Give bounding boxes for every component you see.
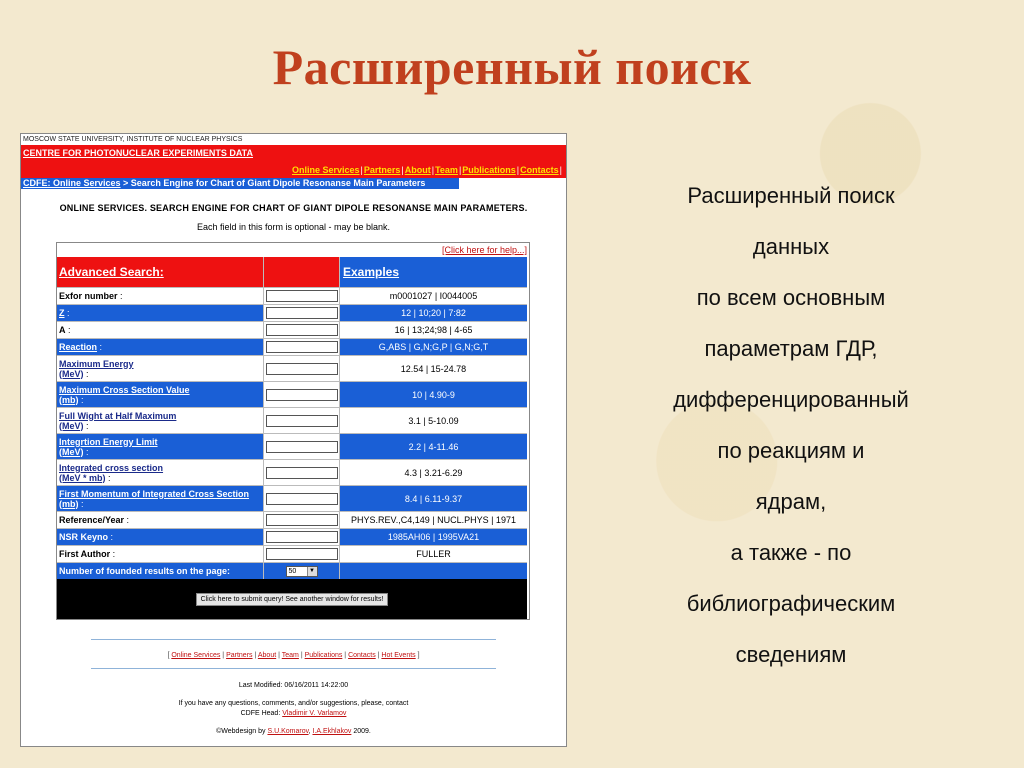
field-input-cell (263, 485, 339, 511)
field-input-cell (263, 511, 339, 528)
field-input-cell (263, 545, 339, 562)
slide-title: Расширенный поиск (272, 39, 752, 95)
field-label-text (59, 549, 115, 559)
results-example-cell (339, 562, 527, 579)
field-label-main: Reaction (59, 342, 98, 352)
field-input-cell (263, 459, 339, 485)
nav-publications[interactable]: Publications (462, 165, 516, 175)
description-line: ядрам, (755, 489, 827, 514)
field-label-main: First Author (59, 549, 111, 559)
field-label-main: Integrtion Energy Limit (59, 436, 158, 447)
field-label-main: Integrated cross section (59, 462, 164, 473)
field-label-text (59, 385, 190, 405)
chevron-down-icon[interactable]: ▼ (307, 567, 317, 576)
field-label[interactable] (57, 407, 263, 433)
designer-ekhlakov-link[interactable]: I.A.Ekhlakov (312, 728, 352, 735)
field-label-main: Reference/Year (59, 515, 125, 525)
field-example: 10 | 4.90-9 (339, 381, 527, 407)
form-grid (57, 257, 529, 619)
description-line: сведениям (735, 642, 847, 667)
field-label-unit: (MeV) (59, 368, 84, 379)
field-label-text (59, 359, 134, 379)
field-label-text (59, 515, 129, 525)
field-input-cell (263, 381, 339, 407)
field-label-suffix: : (83, 368, 89, 379)
results-label-text: Number of founded results on the page (59, 566, 228, 576)
field-example: G,ABS | G,N;G,P | G,N;G,T (339, 338, 527, 355)
field-input[interactable] (266, 363, 338, 375)
field-label (57, 511, 263, 528)
field-label-text (59, 437, 158, 457)
results-per-page-select[interactable] (286, 566, 318, 577)
field-example: 16 | 13;24;98 | 4-65 (339, 321, 527, 338)
description-line: а также - по (730, 540, 852, 565)
description-line: дифференцированный (673, 387, 909, 412)
last-modified: Last Modified: 06/16/2011 14:22:00 (238, 682, 349, 689)
field-label-main: First Momentum of Integrated Cross Section (59, 488, 250, 499)
cdfe-head-line: CDFE Head: Vladimir V. Varlamov (240, 710, 347, 717)
field-label-text (59, 463, 163, 483)
webdesign-prefix: ©Webdesign by (216, 728, 268, 735)
field-label-text (59, 325, 71, 335)
description-line: по реакциям и (717, 438, 865, 463)
description-line: данных (752, 234, 830, 259)
field-example: 12 | 10;20 | 7:82 (339, 304, 527, 321)
slide-description (616, 170, 966, 680)
field-label-suffix: : (124, 515, 130, 525)
footer-about[interactable]: About (257, 652, 277, 659)
field-example: 1985AH06 | 1995VA21 (339, 528, 527, 545)
footer-online-services[interactable]: Online Services (171, 652, 221, 659)
field-label-text (59, 411, 176, 431)
cdfe-head-label: CDFE Head (240, 710, 279, 717)
field-input-cell (263, 304, 339, 321)
field-label[interactable] (57, 485, 263, 511)
field-input[interactable] (266, 389, 338, 401)
screenshot-panel (20, 133, 567, 747)
field-label-unit: (mb) (59, 498, 79, 509)
field-example: PHYS.REV.,C4,149 | NUCL.PHYS | 1971 (339, 511, 527, 528)
field-label-suffix: : (83, 420, 89, 431)
field-label[interactable] (57, 459, 263, 485)
field-label-text (59, 342, 102, 352)
field-example: 3.1 | 5-10.09 (339, 407, 527, 433)
description-line: Расширенный поиск (687, 183, 895, 208)
field-label-main: Maximum Energy (59, 358, 134, 369)
field-example: 2.2 | 4-11.46 (339, 433, 527, 459)
field-input-cell (263, 287, 339, 304)
examples-header[interactable]: Examples (339, 257, 527, 287)
results-select-value: 50 (288, 567, 297, 575)
field-label-main: A (59, 325, 66, 335)
breadcrumb (21, 178, 459, 189)
header-spacer (263, 257, 339, 287)
field-label-text (59, 291, 123, 301)
field-label-suffix: : (97, 342, 103, 352)
field-label-suffix: : (65, 325, 71, 335)
results-per-page-label (57, 562, 263, 579)
field-label-text (59, 532, 113, 542)
field-label-suffix: : (83, 446, 89, 457)
footer-hot-events[interactable]: Hot Events (381, 652, 416, 659)
field-input[interactable] (266, 467, 338, 479)
field-label-text (59, 308, 70, 318)
field-input-cell (263, 407, 339, 433)
field-label (57, 321, 263, 338)
advanced-search-header: Advanced Search: (57, 257, 263, 287)
field-example: 4.3 | 3.21-6.29 (339, 459, 527, 485)
field-input[interactable] (266, 441, 338, 453)
field-input[interactable] (266, 324, 338, 336)
field-label-unit: (MeV * mb) (59, 472, 106, 483)
field-label-suffix: : (110, 549, 116, 559)
nav-team[interactable]: Team (435, 165, 458, 175)
field-label-text (59, 489, 249, 509)
submit-row (57, 579, 527, 619)
field-label-unit: (mb) (59, 394, 79, 405)
field-label (57, 545, 263, 562)
field-input[interactable] (266, 548, 338, 560)
field-input[interactable] (266, 341, 338, 353)
field-label-suffix: : (105, 472, 111, 483)
field-input[interactable] (266, 493, 338, 505)
footer-team[interactable]: Team (281, 652, 299, 659)
field-input[interactable] (266, 514, 338, 526)
org-name: MOSCOW STATE UNIVERSITY, INSTITUTE OF NUCLEAR PHYSICS (21, 134, 566, 145)
field-label-suffix: : (117, 291, 123, 301)
field-label-main: Exfor number (59, 291, 118, 301)
field-input-cell (263, 433, 339, 459)
field-input-cell (263, 321, 339, 338)
field-label[interactable] (57, 433, 263, 459)
field-input-cell (263, 355, 339, 381)
field-label-main: NSR Keyno (59, 532, 109, 542)
help-row (57, 243, 529, 257)
description-line: параметрам ГДР, (704, 336, 878, 361)
field-label-suffix: : (64, 308, 70, 318)
field-label (57, 287, 263, 304)
optional-note: Each field in this form is optional - may be blank. (196, 222, 391, 232)
field-label-main: Maximum Cross Section Value (59, 384, 190, 395)
breadcrumb-link[interactable]: CDFE: Online Services (23, 178, 121, 188)
field-input-cell (263, 528, 339, 545)
cdfe-head-link[interactable]: Vladimir V. Varlamov (282, 710, 347, 717)
top-nav: Online Services|Partners|About|Team|Publications|Contacts| (21, 162, 566, 178)
field-example: m0001027 | I0044005 (339, 287, 527, 304)
footer-divider-top (91, 639, 496, 640)
field-label-suffix: : (78, 498, 84, 509)
field-input[interactable] (266, 415, 338, 427)
footer-publications[interactable]: Publications (304, 652, 343, 659)
field-label (57, 528, 263, 545)
footer-partners[interactable]: Partners (226, 652, 253, 659)
designer-komarov-link[interactable]: S.U.Komarov (267, 728, 309, 735)
nav-contacts[interactable]: Contacts (520, 165, 559, 175)
field-label-suffix: : (78, 394, 84, 405)
field-input-cell (263, 338, 339, 355)
field-label-unit: (MeV) (59, 420, 84, 431)
nav-about[interactable]: About (404, 165, 431, 175)
field-input[interactable] (266, 290, 338, 302)
field-example: 8.4 | 6.11-9.37 (339, 485, 527, 511)
submit-query-button[interactable]: Click here to submit query! See another window for results! (196, 593, 389, 606)
footer-divider-bottom (91, 668, 496, 669)
description-line: библиографическим (686, 591, 896, 616)
field-input[interactable] (266, 531, 338, 543)
field-label-main: Z (59, 308, 65, 318)
field-label-unit: (MeV) (59, 446, 84, 457)
nav-online-services[interactable]: Online Services (291, 165, 360, 175)
field-label[interactable] (57, 304, 263, 321)
description-line: по всем основным (696, 285, 886, 310)
contact-line: If you have any questions, comments, and/or suggestions, please, contact (178, 700, 409, 707)
breadcrumb-rest: > Search Engine for Chart of Giant Dipole Resonanse Main Parameters (120, 178, 426, 188)
nav-partners[interactable]: Partners (363, 165, 401, 175)
field-input[interactable] (266, 307, 338, 319)
field-label[interactable] (57, 355, 263, 381)
field-example: 12.54 | 15-24.78 (339, 355, 527, 381)
field-label-suffix: : (108, 532, 114, 542)
webdesign-line: ©Webdesign by S.U.Komarov, I.A.Ekhlakov 2009. (216, 728, 371, 735)
field-label[interactable] (57, 381, 263, 407)
footer-contacts[interactable]: Contacts (348, 652, 376, 659)
field-label[interactable] (57, 338, 263, 355)
page-heading: ONLINE SERVICES. SEARCH ENGINE FOR CHART OF GIANT DIPOLE RESONANSE MAIN PARAMETERS. (59, 203, 528, 213)
help-link[interactable]: [Click here for help...] (441, 245, 527, 255)
webdesign-year: 2009. (351, 728, 371, 735)
search-form (56, 242, 530, 620)
footer-links: [ Online Services | Partners | About | Team | Publications | Contacts | Hot Events ] (167, 652, 420, 659)
centre-title[interactable]: CENTRE FOR PHOTONUCLEAR EXPERIMENTS DATA (21, 145, 566, 162)
field-example: FULLER (339, 545, 527, 562)
field-label-main: Full Wight at Half Maximum (59, 410, 177, 421)
results-select-cell (263, 562, 339, 579)
results-label-suffix: : (227, 566, 231, 576)
